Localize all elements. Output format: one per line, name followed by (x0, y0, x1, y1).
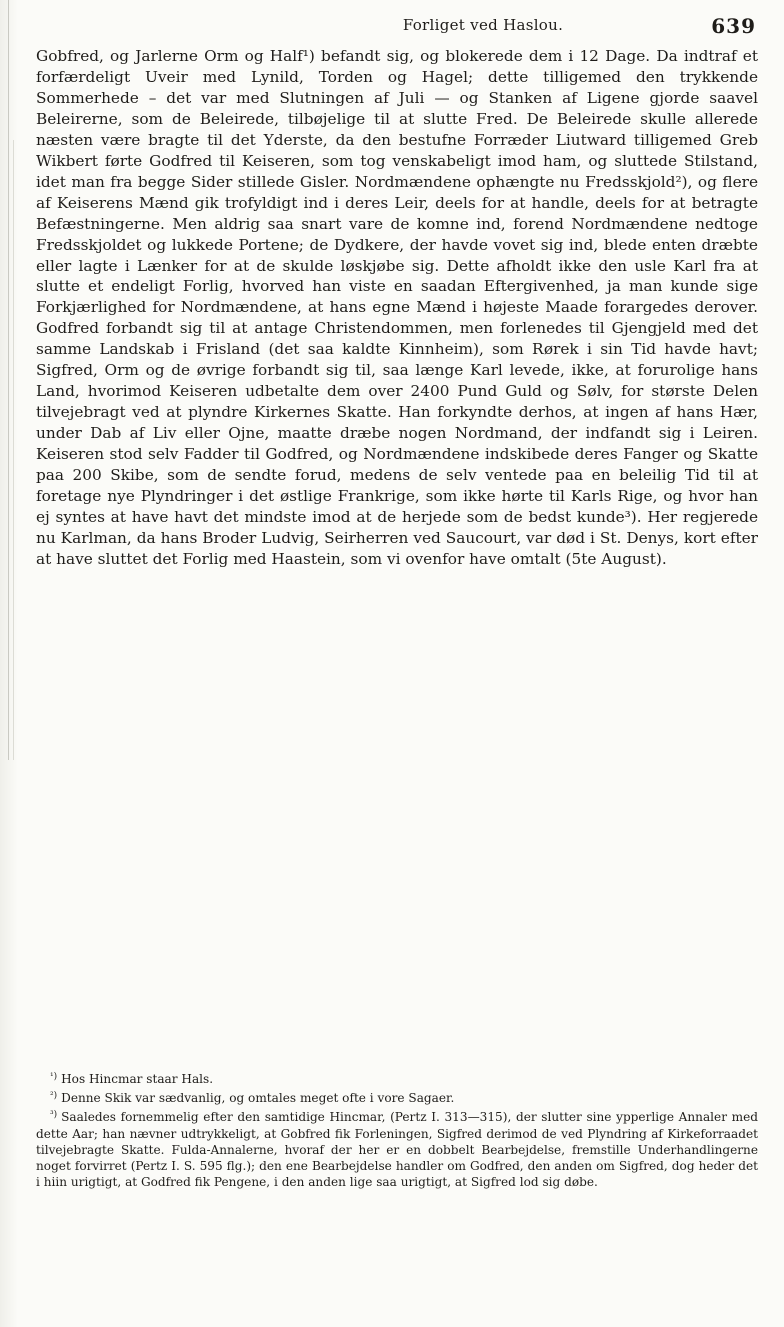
footnote-mark: ¹) (50, 1072, 58, 1082)
binding-line (8, 0, 9, 760)
footnote-mark: ³) (50, 1110, 58, 1121)
footnote-text: Hos Hincmar staar Hals. (61, 1072, 214, 1086)
footnote-2 (36, 1088, 758, 1106)
footnote-text: Saaledes fornemmelig efter den samtidige Hincmar, (Pertz I. 313—315), der slutter sine ypperlige Annaler med dette Aar; han nævner udtrykkeligt, at Gobfred fik Forleningen, Sigfred derimod de ved Plyndring af Kirkeforraadet tilvejebragte Skatte. Fulda-Annalerne, hvoraf der her er en dobbelt Bearbejdelse, fremstille Underhandlingerne noget forvirret (Pertz I. S. 595 flg.); den ene Bearbejdelse handler om Godfred, den anden om Sigfred, dog heder det i hiin urigtigt, at Godfred fik Pengene, i den anden lige saa urigtigt, at Sigfred lod sig døbe. (36, 1110, 758, 1190)
footnote-text: Denne Skik var sædvanlig, og omtales meget ofte i vore Sagaer. (61, 1091, 455, 1106)
page-number: 639 (711, 14, 756, 38)
footnote-3 (36, 1107, 758, 1190)
page-edge (0, 0, 18, 1327)
main-text (36, 46, 758, 570)
footnote-mark: ²) (50, 1091, 58, 1102)
page-header (300, 12, 756, 38)
footnotes (36, 1069, 758, 1191)
main-paragraph: Gobfred, og Jarlerne Orm og Half¹) befandt sig, og blokerede dem i 12 Dage. Da indtraf et forfærdeligt Uveir med Lynild, Torden og Hagel; dette tilligemed den trykkende Sommerhede – det var med Slutningen af Juli — og Stanken af Ligene gjorde saavel Beleirerne, som de Beleirede, tilbøjelige til at slutte Fred. De Beleirede skulle allerede næsten være bragte til det Yderste, da den bestufne Forræder Liutward tilligemed Greb Wikbert førte Godfred til Keiseren, som tog venskabeligt imod ham, og sluttede Stilstand, idet man fra begge Sider stillede Gisler. Nordmændene ophængte nu Fredsskjold²), og flere af Keiserens Mænd gik trofyldigt ind i deres Leir, deels for at handle, deels for at betragte Befæstningerne. Men aldrig saa snart vare de komne ind, forend Nordmændene nedtoge Fredsskjoldet og lukkede Portene; de Dydkere, der havde vovet sig ind, blede enten dræbte eller lagte i Lænker for at de skulde løskjøbe sig. Dette afholdt ikke den usle Karl fra at slutte et endeligt Forlig, hvorved han viste en saadan Eftergivenhed, ja man kunde sige Forkjærlighed for Nordmændene, at hans egne Mænd i højeste Maade forargedes derover. Godfred forbandt sig til at antage Christendommen, men forlenedes til Gjengjeld med det samme Landskab i Frisland (det saa kaldte Kinnheim), som Rørek i sin Tid havde havt; Sigfred, Orm og de øvrige forbandt sig til, saa længe Karl levede, ikke, at forurolige hans Land, hvorimod Keiseren udbetalte dem over 2400 Pund Guld og Sølv, for største Delen tilvejebragt ved at plyndre Kirkernes Skatte. Han forkyndte derhos, at ingen af hans Hær, under Dab af Liv eller Ojne, maatte dræbe nogen Nordmand, der indfandt sig i Leiren. Keiseren stod selv Fadder til Godfred, og Nordmændene indskibede deres Fanger og Skatte paa 200 Skibe, som de sendte forud, medens de selv ventede paa en beleilig Tid til at foretage nye Plyndringer i det østlige Frankrige, som ikke hørte til Karls Rige, og hvor han ej syntes at have havt det mindste imod at de herjede som de bedst kunde³). Her regjerede nu Karlman, da hans Broder Ludvig, Seirherren ved Saucourt, var død i St. Denys, kort efter at have sluttet det Forlig med Haastein, som vi ovenfor have omtalt (5te August). (36, 47, 758, 568)
footnote-1 (36, 1069, 758, 1087)
binding-shadow (13, 140, 14, 760)
running-head: Forliget ved Haslou. (402, 16, 564, 34)
